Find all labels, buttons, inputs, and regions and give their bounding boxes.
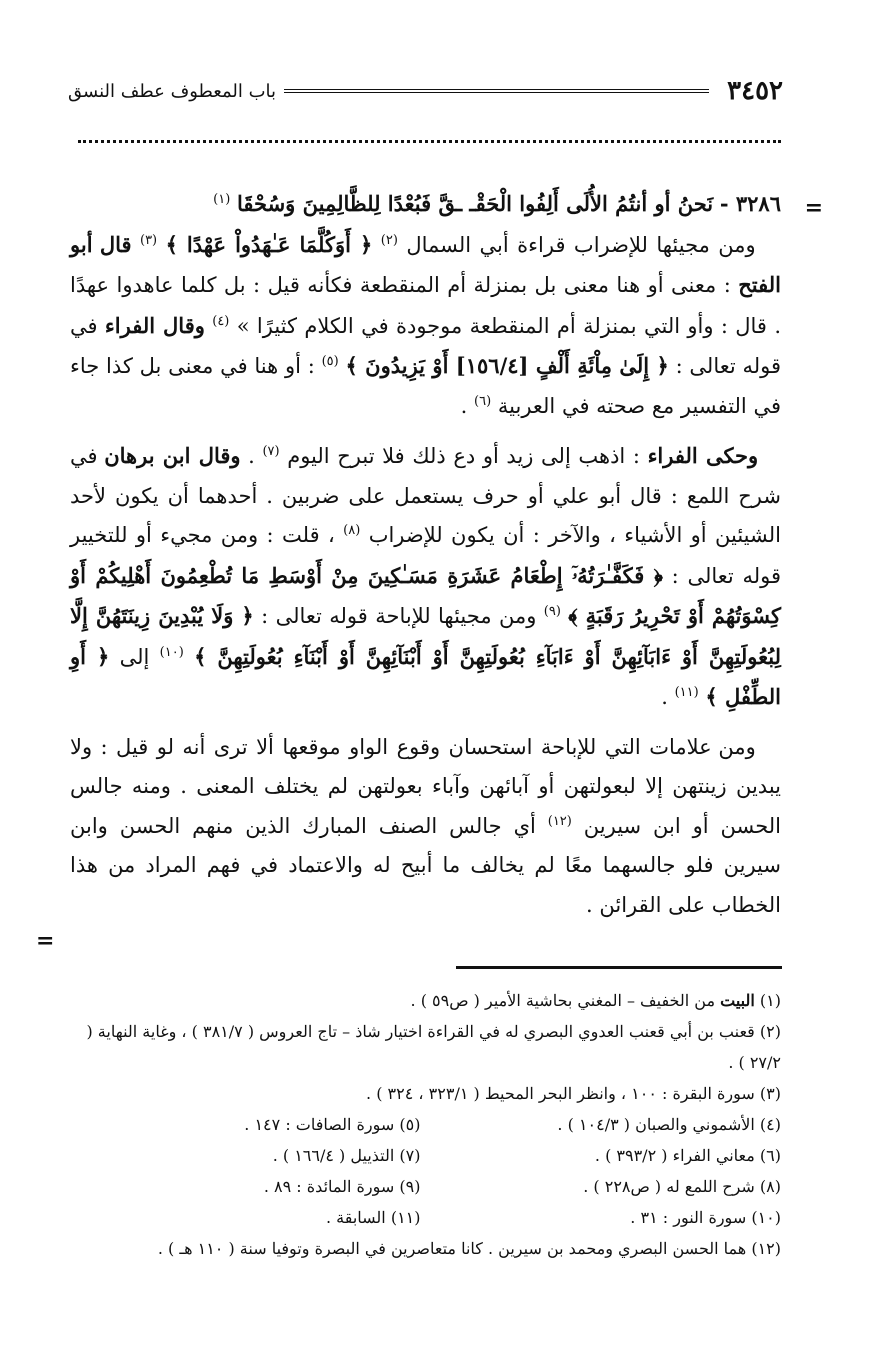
footnotes: [60, 985, 781, 1264]
footnote-ref[interactable]: (٣): [139, 232, 158, 248]
quran-quote: ﴿ إِلَىٰ مِاْئَةِ أَلْفٍ [١٥٦/٤] أَوْ يَزِيدُونَ ﴾: [345, 353, 669, 378]
footnote-4: (٤) الأشموني والصبان ( ١٠٤/٣ ) .: [557, 1115, 781, 1134]
footnote-ref[interactable]: (٨): [343, 523, 361, 538]
footnote-ref[interactable]: (٦): [474, 393, 492, 409]
footnote-number: (١): [759, 991, 781, 1010]
text-run: : اذهب إلى زيد أو دع ذلك فلا تبرح اليوم: [287, 444, 640, 468]
text-run: .: [248, 444, 255, 468]
footnote-5: (٥) سورة الصافات : ١٤٧ .: [244, 1115, 421, 1134]
text-run: في قوله تعالى :: [70, 313, 781, 378]
footnote-ref[interactable]: (٩): [543, 604, 561, 619]
footnote-11: (١١) السابقة .: [325, 1208, 421, 1227]
footnote-ref[interactable]: (٧): [262, 444, 280, 459]
footnote-ref[interactable]: (١٢): [547, 813, 572, 829]
chapter-title: باب المعطوف عطف النسق: [68, 80, 277, 102]
text-run: ، قلت : ومن مجيء أو للتخيير قوله تعالى :: [70, 523, 781, 588]
footnote-ref[interactable]: (٤): [212, 313, 230, 329]
footnote-row: [60, 1109, 781, 1140]
footnote-3: (٣) سورة البقرة : ١٠٠ ، وانظر البحر المحيط ( ٣٢٣/١ ، ٣٢٤ ) .: [366, 1084, 781, 1103]
footnote-ref[interactable]: (٥): [321, 354, 339, 369]
header-rule: [284, 89, 709, 93]
footnote-9: (٩) سورة المائدة : ٨٩ .: [263, 1177, 421, 1196]
text-run: ومن علامات التي للإباحة استحسان وقوع الواو موقعها ألا ترى أنه لو قيل : ولا يبدين زينتهن إلا لبعولتهن أو آبائهن وآباء بعولتهن لم يختلف المعنى . ومنه جالس الحسن أو ابن سيرين: [70, 734, 781, 838]
text-run: ومن مجيئها للإباحة قوله تعالى :: [261, 604, 537, 628]
text-run: : معنى أو هنا معنى بل بمنزلة أم المنقطعة فكأنه قيل : بل كلما عاهدوا عهدًا . قال : وأو التي بمنزلة أم المنقطعة موجودة في الكلام كثيرًا »: [70, 273, 781, 338]
page-number: ٣٤٥٢: [727, 76, 783, 106]
paragraph-2: [70, 436, 781, 718]
footnote-ref[interactable]: (١): [213, 192, 231, 207]
running-header: [68, 74, 783, 108]
quran-quote: ﴿ وَلَا يُبْدِينَ زِينَتَهُنَّ إِلَّا لِبُعُولَتِهِنَّ أَوْ ءَابَآئِهِنَّ أَوْ ءَابَآءِ بُعُولَتِهِنَّ أَوْ أَبْنَآئِهِنَّ أَوْ أَبْنَآءِ بُعُولَتِهِنَّ ﴾: [70, 603, 781, 669]
footnote-ref[interactable]: (١٠): [159, 644, 184, 660]
continuation-mark-bottom: =: [36, 928, 55, 954]
paragraph-1: [70, 225, 781, 427]
footnote-row: [60, 1171, 781, 1202]
footnote-row: [60, 1140, 781, 1171]
footnote-6: (٦) معاني الفراء ( ٣٩٣/٢ ) .: [594, 1146, 781, 1165]
verse-line: [70, 184, 781, 225]
footnote-1: [60, 985, 781, 1016]
footnote-label: البيت: [720, 991, 755, 1010]
text-run: ومن مجيئها للإضراب قراءة أبي السمال: [406, 232, 756, 257]
text-run: .: [661, 685, 668, 709]
footnote-8: (٨) شرح اللمع له ( ص٢٢٨ ) .: [583, 1177, 781, 1196]
scholar-name: وقال ابن برهان: [104, 443, 241, 468]
footnote-text: من الخفيف – المغني بحاشية الأمير ( ص٥٩ ) .: [410, 991, 716, 1010]
paragraph-3: [70, 728, 781, 926]
text-run: .: [460, 393, 468, 418]
footnote-rule: [456, 966, 782, 969]
scholar-name: وقال الفراء: [104, 312, 205, 338]
text-run: إلى: [119, 644, 150, 669]
quran-quote: ﴿ أَوِ الطِّفْلِ ﴾: [70, 643, 781, 709]
text-run: : أو هنا في معنى بل كذا جاء في التفسير مع صحته في العربية: [70, 354, 781, 418]
text-run: أي جالس الصنف المبارك الذين منهم الحسن وابن سيرين فلو جالسهما معًا لم يخالف ما أبيح له والاعتماد في فهم المراد من هذا الخطاب على القرائن .: [70, 813, 781, 917]
footnote-ref[interactable]: (١١): [674, 685, 699, 700]
footnote-row: [60, 1202, 781, 1233]
footnote-2: (٢) قعنب بن أبي قعنب العدوي البصري له في القراءة اختيار شاذ – تاج العروس ( ٣٨١/٧ ) ، وغاية النهاية ( ٢٧/٢ ) .: [86, 1022, 781, 1072]
dotted-separator: [78, 140, 781, 143]
text-run: في شرح اللمع : قال أبو علي أو حرف يستعمل على ضربين . أحدهما أن يكون لأحد الشيئين أو الأشياء ، والآخر : أن يكون للإضراب: [70, 444, 781, 547]
footnote-7: (٧) التذييل ( ١٦٦/٤ ) .: [272, 1146, 421, 1165]
scholar-name: قال أبو الفتح: [70, 231, 781, 297]
continuation-mark-top: =: [804, 195, 823, 221]
poetry-verse: نَحنُ أو أنتُمُ الأُلَى أَلِفُوا الْحَقْـ ـقَّ فَبُعْدًا لِلظَّالِمِينَ وَسُحْقَا: [237, 191, 714, 216]
footnote-12: (١٢) هما الحسن البصري ومحمد بن سيرين . كانا متعاصرين في البصرة وتوفيا سنة ( ١١٠ هـ ) .: [157, 1239, 781, 1258]
scholar-name: وحكى الفراء: [647, 443, 759, 468]
footnote-10: (١٠) سورة النور : ٣١ .: [630, 1208, 781, 1227]
verse-number: ٣٢٨٦ -: [719, 191, 781, 216]
quran-quote: ﴿ فَكَفَّـٰرَتُهُۥٓ إِطْعَامُ عَشَرَةِ مَسَـٰكِينَ مِنْ أَوْسَطِ مَا تُطْعِمُونَ أَهْلِيكُمْ أَوْ كِسْوَتُهُمْ أَوْ تَحْرِيرُ رَقَبَةٍ ﴾: [70, 562, 781, 628]
main-text: [70, 184, 781, 925]
footnote-ref[interactable]: (٢): [380, 232, 398, 248]
quran-quote: ﴿ أَوَكُلَّمَا عَـٰهَدُواْ عَهْدًا ﴾: [165, 231, 373, 257]
